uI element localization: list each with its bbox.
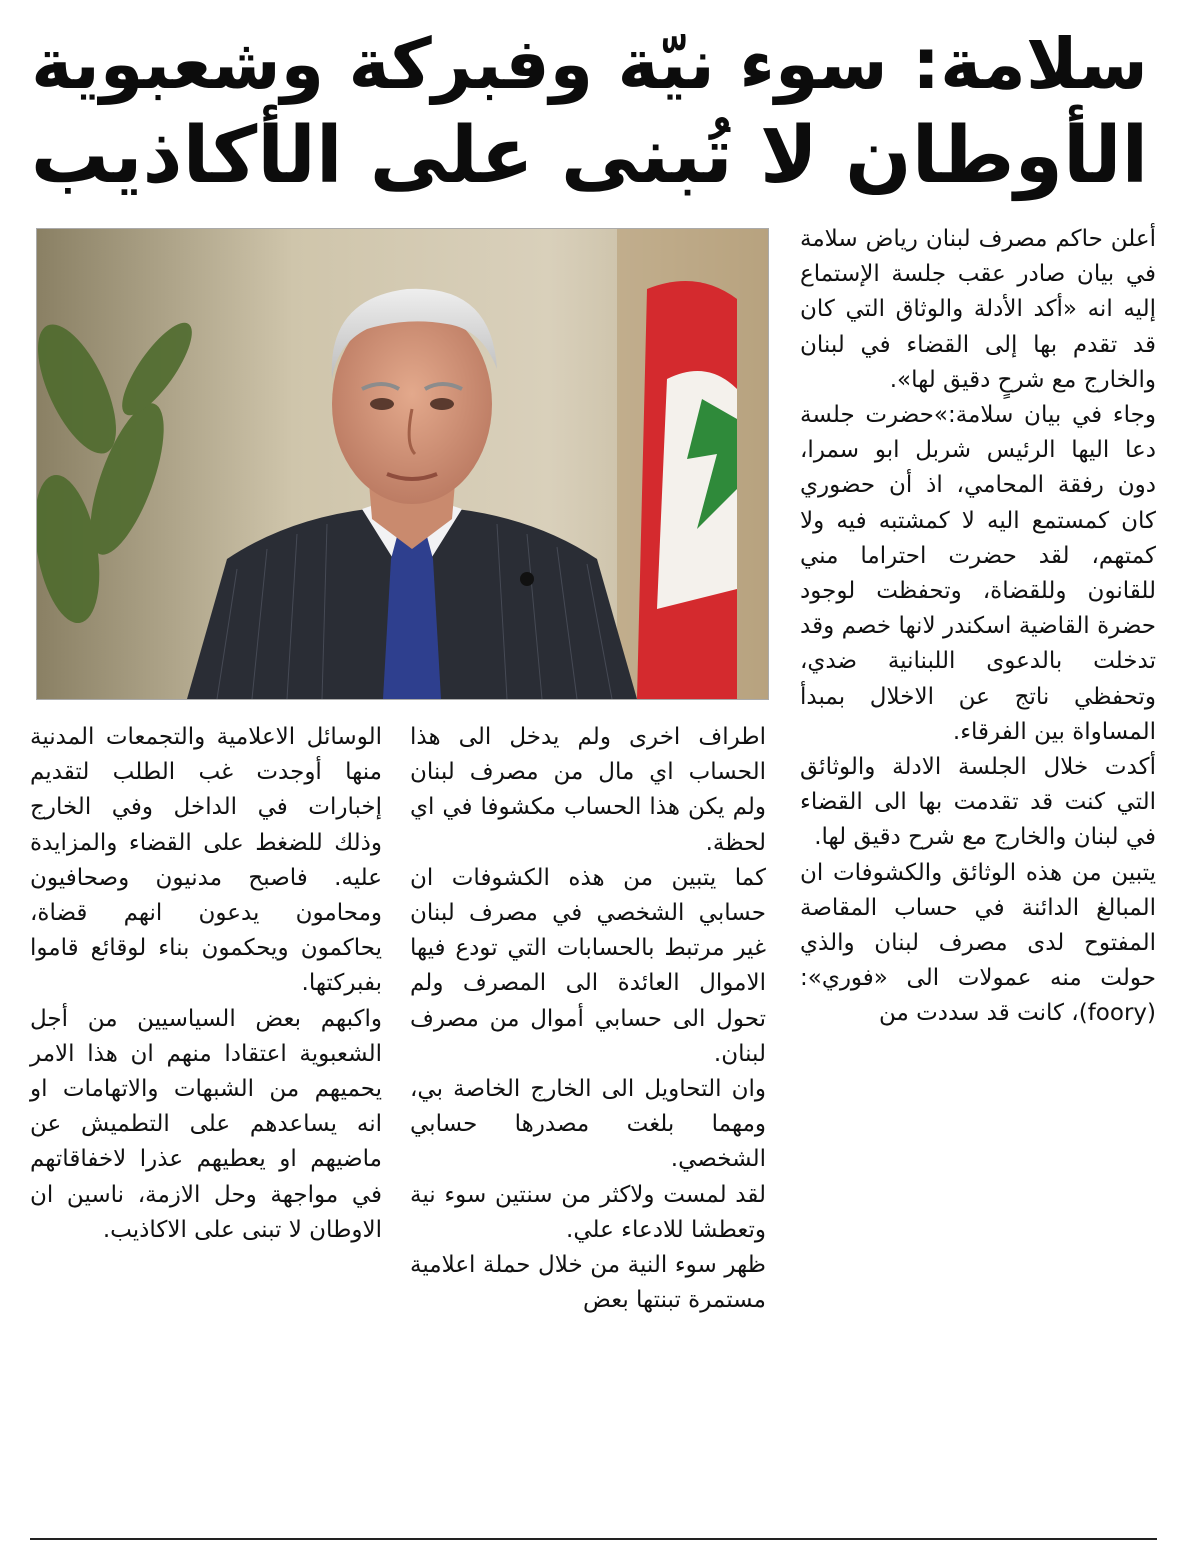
headline [20,18,1159,208]
paragraph: واكبهم بعض السياسيين من أجل الشعبوية اعتقادا منهم ان هذا الامر يحميهم من الشبهات والاتهامات او انه يساعدهم على التطميش عن ماضيهم او يعطيهم عذرا لاخفاقاتهم في مواجهة وحل الازمة، ناسين ان الاوطان لا تبنى على الاكاذيب. [30,1005,382,1243]
paragraph: وان التحاويل الى الخارج الخاصة بي، ومهما بلغت مصدرها حسابي الشخصي. [410,1076,766,1173]
paragraph: يتبين من هذه الوثائق والكشوفات ان المبالغ الدائنة في حساب المقاصة المفتوح لدى مصرف لبنان والذي حولت منه عمولات الى «فوري»: (foory)، كانت قد سددت من [800,859,1156,1027]
paragraph: أعلن حاكم مصرف لبنان رياض سلامة في بيان صادر عقب جلسة الإستماع إليه انه «أكد الأدلة والوثاق التي كان قد تقدم بها إلى القضاء في لبنان والخارج مع شرحٍ دقيق لها». [800,226,1156,393]
paragraph: ظهر سوء النية من خلال حملة اعلامية مستمرة تبنتها بعض [410,1252,766,1314]
paragraph: لقد لمست ولاكثر من سنتين سوء نية وتعطشا للادعاء علي. [410,1181,766,1243]
article-column-middle [410,720,766,1530]
headline-line-1: سلامة: سوء نيّة وفبركة وشعبوية [31,23,1148,105]
paragraph: اطراف اخرى ولم يدخل الى هذا الحساب اي مال من مصرف لبنان ولم يكن هذا الحساب مكشوفا في اي لحظة. [410,724,766,856]
paragraph: وجاء في بيان سلامة:»حضرت جلسة دعا اليها الرئيس شربل ابو سمرا، دون رفقة المحامي، اذ أن حضوري كان كمستمع اليه لا كمشتبه فيه ولا كمتهم، لقد حضرت احتراما مني للقانون وللقضاة، وتحفظت لوجود حضرة القاضية اسكندر لانها خصم وقد تدخلت بالدعوى اللبنانية ضدي، وتحفظي ناتج عن الاخلال بمبدأ المساواة بين الفرقاء. [800,402,1156,745]
article-column-left [30,720,382,1530]
headline-line-2: الأوطان لا تُبنى على الأكاذيب [30,111,1149,201]
paragraph: كما يتبين من هذه الكشوفات ان حسابي الشخصي في مصرف لبنان غير مرتبط بالحسابات التي تودع فيها الاموال العائدة الى المصرف ولم تحول الى حسابي أموال من مصرف لبنان. [410,864,766,1067]
paragraph: الوسائل الاعلامية والتجمعات المدنية منها أوجدت غب الطلب لتقديم إخبارات في الداخل وفي الخارج وذلك للضغط على القضاء والمزايدة عليه. فاصبح مدنيون وصحافيون ومحامون يدعون انهم قضاة، يحاكمون ويحكمون بناء لوقائع قاموا بفبركتها. [30,724,382,997]
article-column-right [800,222,1156,1532]
paragraph: أكدت خلال الجلسة الادلة والوثائق التي كنت قد تقدمت بها الى القضاء في لبنان والخارج مع شرح دقيق لها. [800,754,1156,851]
bottom-divider [30,1538,1157,1540]
portrait-photo [36,228,769,700]
